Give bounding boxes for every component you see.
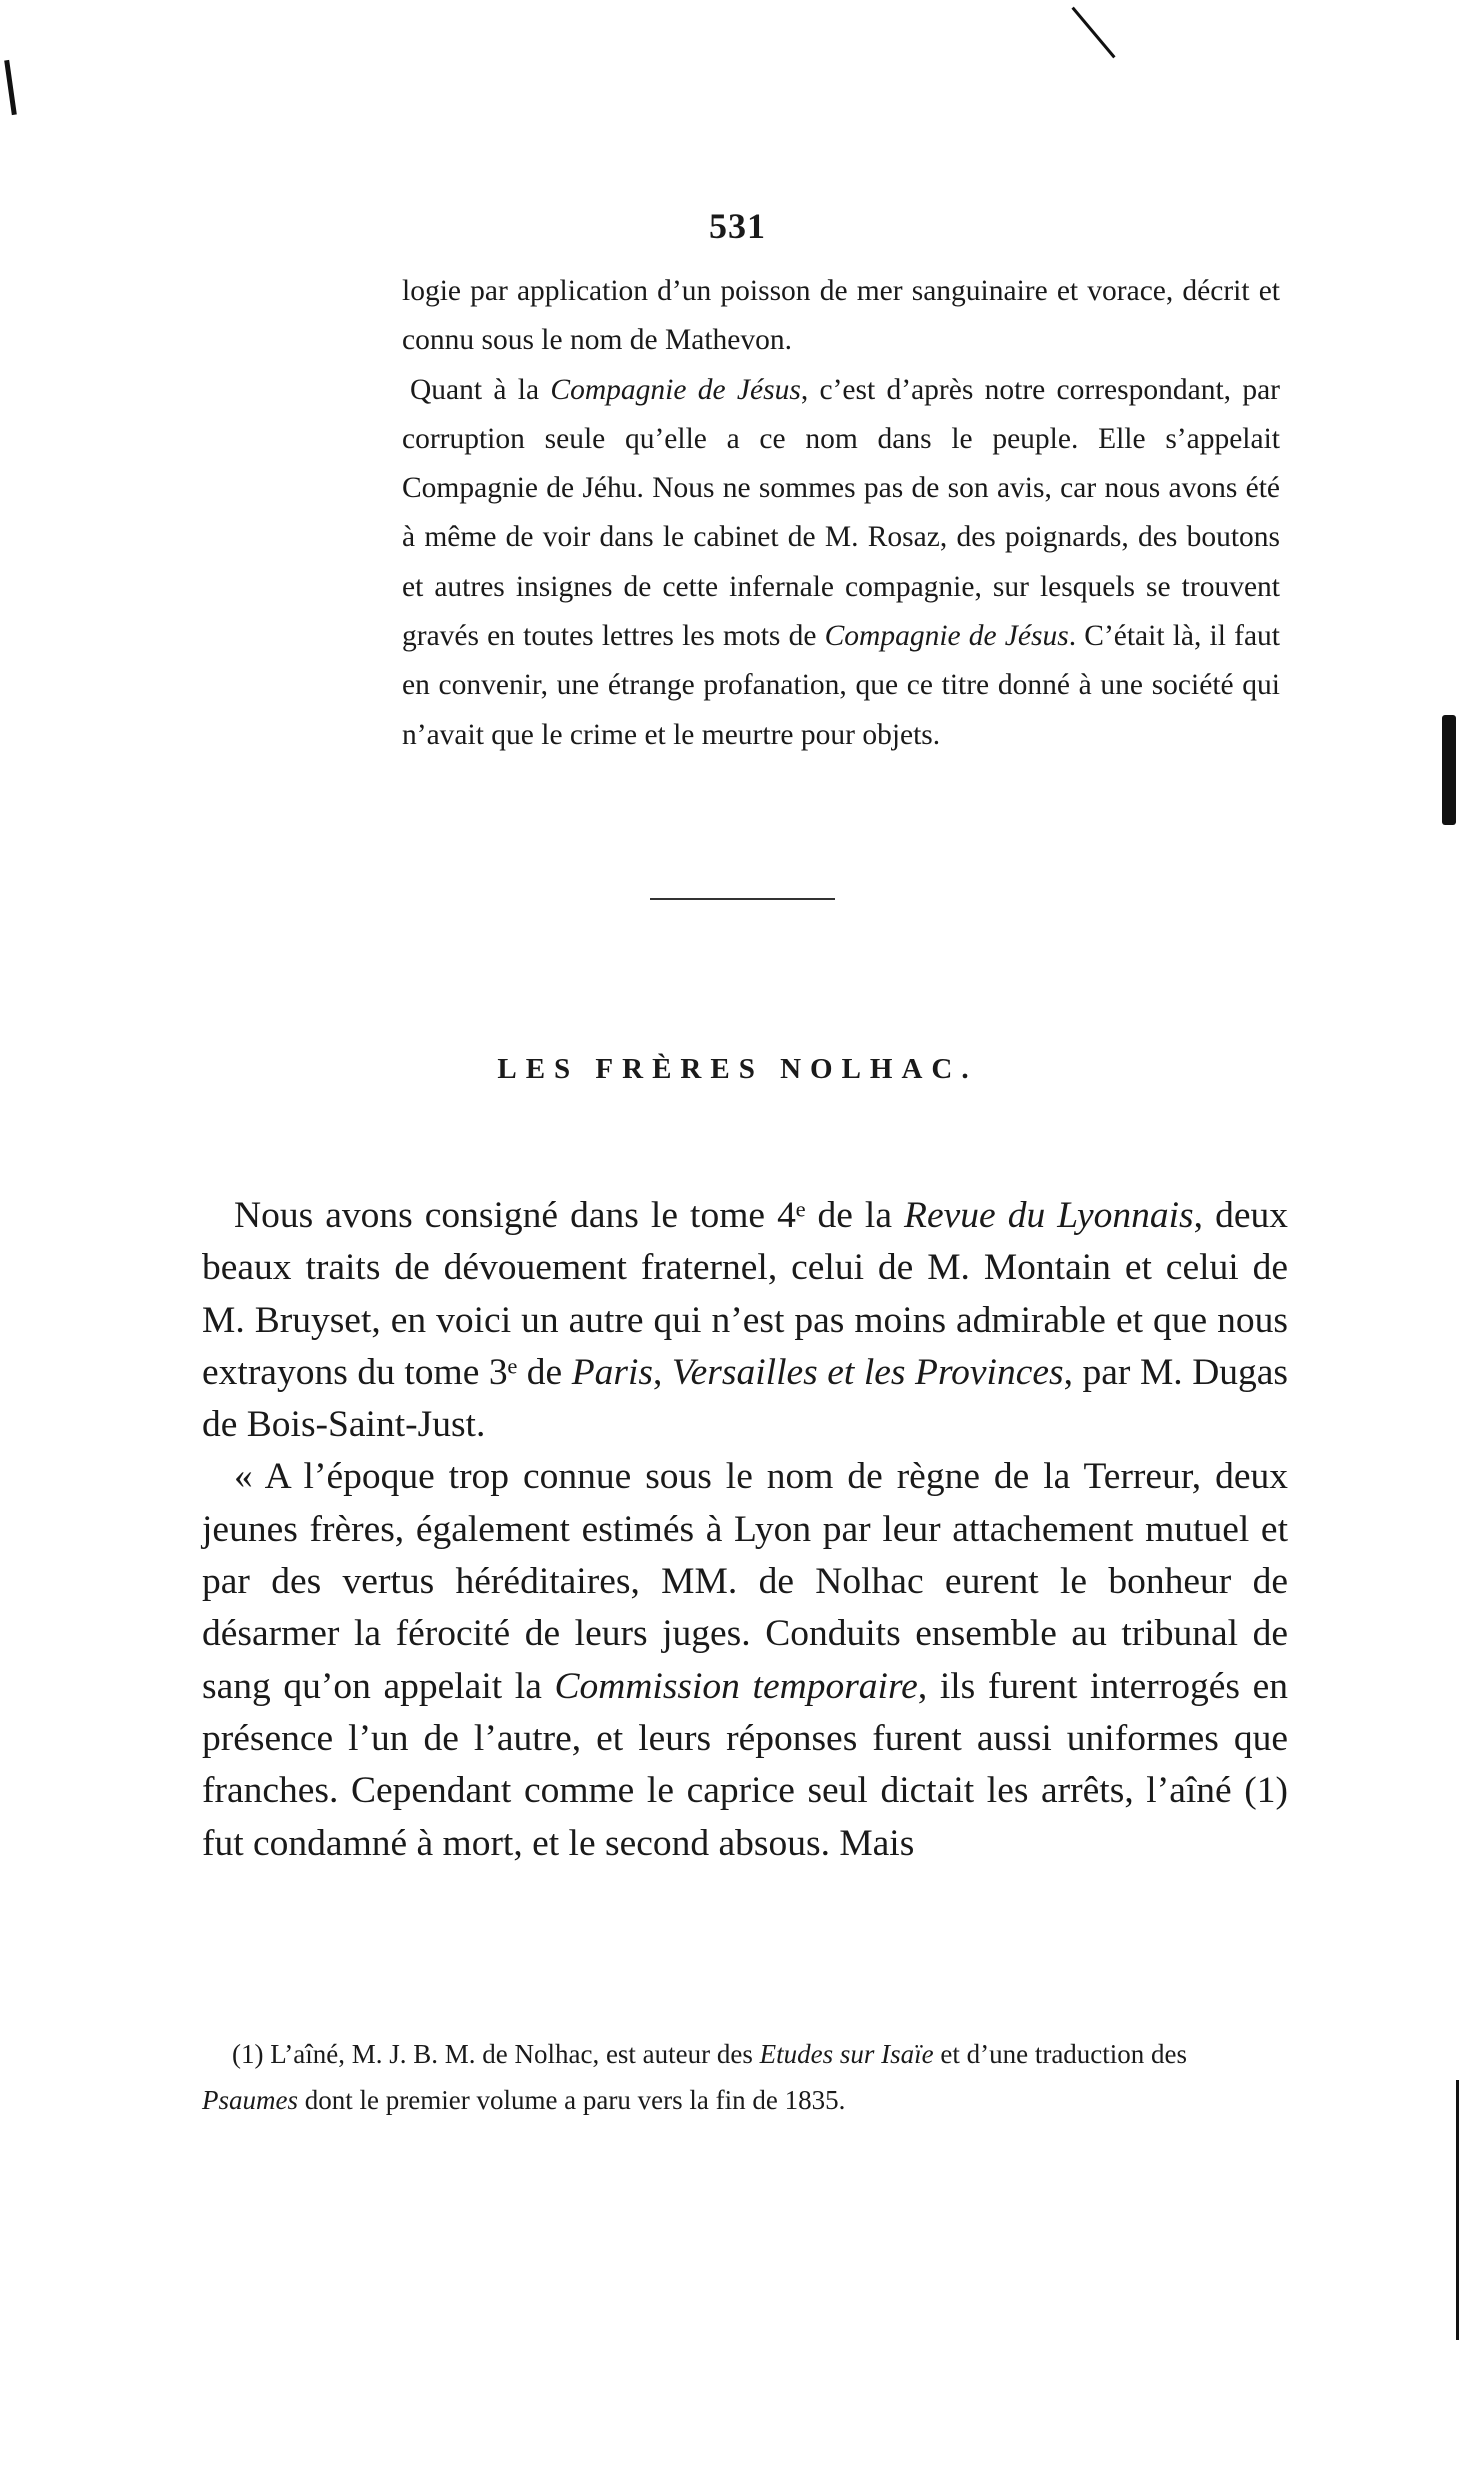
text-run: . C’était là, il faut en convenir, une étrange profanation, que ce titre donné à une société qui n’avait que le crime et le meurtre pour objets.: [402, 620, 1280, 751]
text-run: , par M. Dugas de Bois-Saint-Just.: [202, 1351, 1289, 1446]
text-run: (1) L’aîné, M. J. B. M. de Nolhac, est auteur des: [232, 2039, 760, 2069]
text-run: dont le premier volume a paru vers la fin de 1835.: [298, 2085, 846, 2115]
article-body: [202, 1190, 1288, 1870]
italic-run: Psaumes: [202, 2085, 298, 2115]
italic-run: Compagnie de Jésus: [550, 373, 801, 406]
article-heading: LES FRÈRES NOLHAC.: [497, 1053, 978, 1085]
scan-mark-right-edge: [1442, 715, 1456, 825]
italic-run: Commission temporaire: [554, 1665, 918, 1707]
text-run: Nous avons consigné dans le tome 4ᵉ de la: [234, 1195, 905, 1236]
article-paragraph-2: [202, 1451, 1288, 1869]
text-run: , deux beaux traits de dévouement fraternel, celui de M. Montain et celui de M. Bruyset, en voici un autre qui n’est pas moins admirable et que nous extrayons du tome 3ᵉ de: [202, 1195, 1288, 1393]
text-run: , ils furent interrogés en présence l’un de l’autre, et leurs réponses furent aussi uniformes que franches. Cependant comme le caprice seul dictait les arrêts, l’aîné (1) fut condamné à mort, et le second absous. Mais: [202, 1665, 1288, 1864]
top-paragraph-2: [402, 366, 1280, 760]
top-section: [402, 267, 1280, 760]
top-paragraph-1: logie par application d’un poisson de mer sanguinaire et vorace, décrit et connu sous le nom de Mathevon.: [402, 275, 1280, 357]
page-number: 531: [709, 206, 766, 246]
text-run: « A l’époque trop connue sous le nom de règne de la Terreur, deux jeunes frères, également estimés à Lyon par leur attachement mutuel et par des vertus héréditaires, MM. de Nolhac eurent le bonheur de désarmer la férocité de leurs juges. Conduits ensemble au tribunal de sang qu’on appelait la: [202, 1456, 1288, 1707]
scan-mark-top-right: [1071, 7, 1115, 59]
italic-run: Revue du Lyonnais: [904, 1195, 1194, 1236]
text-run: ,: [652, 1351, 672, 1393]
footnote: [202, 2031, 1288, 2123]
italic-run: Etudes sur Isaïe: [759, 2039, 934, 2069]
article-paragraph-1: [202, 1190, 1288, 1451]
italic-run: Versailles et les Provinces: [671, 1351, 1064, 1393]
section-divider: [650, 898, 835, 900]
scan-mark-top-left: [4, 60, 17, 115]
scan-mark-right-bottom: [1456, 2080, 1459, 2340]
text-run: , c’est d’après notre correspondant, par corruption seule qu’elle a ce nom dans le peuple. Elle s’appelait Compagnie de Jéhu. Nous ne sommes pas de son avis, car nous avons été à même de voir dans le cabinet de M. Rosaz, des poignards, des boutons et autres insignes de cette infernale compagnie, sur lesquels se trouvent gravés en toutes lettres les mots de: [402, 373, 1281, 653]
italic-run: Paris: [571, 1351, 653, 1393]
text-run: et d’une traduction des: [933, 2039, 1188, 2069]
footnote-text: [202, 2031, 1288, 2123]
text-run: Quant à la: [410, 373, 551, 406]
italic-run: Compagnie de Jésus: [824, 620, 1069, 653]
